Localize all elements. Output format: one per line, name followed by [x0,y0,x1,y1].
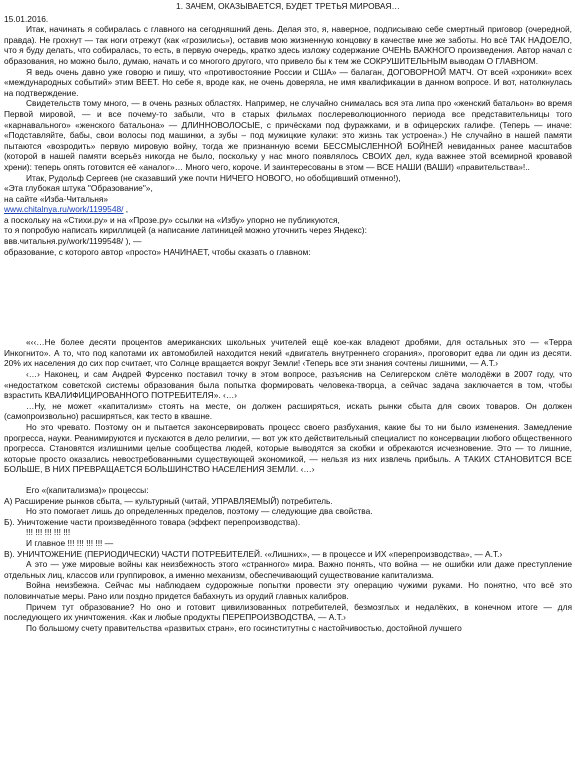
paragraph: а поскольку на «Стихи.ру» и на «Прозе.ру» ссылки на «Избу» упорно не публикуются, [4,214,340,225]
paragraph: то я попробую написать кириллицей (а написание латиницей можно уточнить через Яндекс): [4,225,367,236]
quote-paragraph: Его «(капитализма)» процессы: [26,484,149,495]
spacer [4,475,572,485]
quote-paragraph: !!! !!! !!! !!! !!! [26,527,71,538]
quote-paragraph: А это — уже мировые войны как неизбежность этого «странного» мира. Важно понять, что война — не ошибки или даже преступление отдельных лиц, классов или группировок, а именно механизм, обеспечивающий существование капитализма. [4,559,572,580]
paragraph: «Эта глубокая штука "Образование"», [4,183,153,194]
document-title: 1. ЗАЧЕМ, ОКАЗЫВАЕТСЯ, БУДЕТ ТРЕТЬЯ МИРОВАЯ… [176,1,400,11]
paragraph: Итак, начинать я собиралась с главного на сегодняшний день. Делая это, я, наверное, подписываю себе смертный приговор (очередной, правда). Не грохнут — так ноги отрежут (как «грозились»), оставив мою жизненную концовку в качестве мне же заботы. Но всё ТАК НАДОЕЛО, что я буду делать, что собиралась, то есть, в первую очередь, кратко здесь изложу содержание ОЧЕНЬ ВАЖНОГО произведения. Автор начал с образования, но можно было, думаю, начать и со многого другого, что привело бы к тем же СОКРУШИТЕЛЬНЫМ выводам О ГЛАВНОМ. [4,24,572,66]
document-page [4,0,572,769]
quote-paragraph: По большому счету правительства «развитых стран», его госинститутны с настойчивостью, достойной лучшего [26,622,462,633]
paragraph: ввв.читальня.ру/work/1199548/ ), — [4,236,142,247]
quote-paragraph: В). УНИЧТОЖЕНИЕ (ПЕРИОДИЧЕСКИ) ЧАСТИ ПОТРЕБИТЕЛЕЙ. ‹«Лишних», — в процессе и ИХ «перепроизводства», — А.Т.› [4,548,503,559]
date: 15.01.2016. [4,13,49,24]
paragraph: на сайте «Изба-Читальня» [4,193,109,204]
quote-paragraph: И главное !!! !!! !!! !!! — [26,537,114,548]
paragraph: образование, с которого автор «просто» НАЧИНАЕТ, чтобы сказать о главном: [4,246,311,257]
quote-paragraph: …Ну, не может «капитализм» стоять на месте, он должен расширяться, искать рынки сбыта для своих товаров. Он должен (самопроизвольно) расширяться, как тесто в квашне. [4,400,572,422]
quote-paragraph: Война неизбежна. Сейчас мы наблюдаем судорожные попытки провести эту операцию чужими руками. Но понятно, что всё это половинчатые меры. Рано или поздно придется бабахнуть из орудий главных калибров. [4,580,572,601]
spacer [4,257,572,337]
paragraph: Итак, Рудольф Сергеев (не сказавший уже почти НИЧЕГО НОВОГО, но обобщивший отменно!), [26,172,401,183]
quote-paragraph: А) Расширение рынков сбыта, — культурный (читай, УПРАВЛЯЕМЫЙ) потребитель. [4,495,333,506]
quote-paragraph: Но это помогает лишь до определенных пределов, поэтому — следующие два свойства. [26,506,373,517]
link-line [4,204,572,215]
quote-paragraph: Причем тут образование? Но оно и готовит цивилизованных потребителей, безмозглых и недалёких, в конечном итоге — для последующего их уничтожения. ‹Как и любые продукты ПЕРЕПРОИЗВОДСТВА, — А.Т.› [4,601,572,623]
paragraph: Свидетельств тому много, — в очень разных областях. Например, не случайно снималась вся эта липа про «женский батальон» во время Первой мировой, — и все почему-то забыли, что в старых фильмах послереволюционного периода все представительницы того «карнавального» «женского батальона» — ДЛИННОВОЛОСЫЕ, с причёсками под фуражками, и в офицерских галифе. (Теперь — иначе: «Подставляйте, бабы, свои волосы под машинки, а зубы – под мужицкие кулаки: это жизнь так устроена».) Не случайно в нашей памяти пытаются «возродить» первую мировую войну, тогда же признанную всеми БЕССМЫСЛЕННОЙ БОЙНЕЙ невиданных ранее масштабов (которой в нашей памяти всерьёз никогда не было, поскольку у нас много появлялось СВОИХ дел, куда важнее этой всемирной кровавой хрени): теперь опять готовится её «аналог»… Много чего, короче. И заинтересованы в этом — ВСЕ НАШИ (ВАШИ) «правительства»!.. [4,98,572,172]
quote-paragraph: ‹…› Наконец, и сам Андрей Фурсенко поставил точку в этом вопросе, разъяснив на Селигерском слёте молодёжи в 2007 году, что «недостатком советской системы образования была попытка формировать человека-творца, а сейчас задача заключается в том, чтобы взрастить КВАЛИФИЦИРОВАННОГО ПОТРЕБИТЕЛЯ». ‹…› [4,369,572,401]
quote-paragraph: «‹‹…Не более десяти процентов американских школьных учителей ещё кое-как владеют дробями, для остальных это — «Терра Инкогнито». А то, что под капотами их автомобилей находится некий «двигатель внутреннего сгорания», проговорит едва ли один из десяти. 20% их населения до сих пор считает, что Солнце вращается вокруг Земли! ‹Теперь все эти знания сочтены лишними, — А.Т.› [4,337,572,369]
paragraph: Я ведь очень давно уже говорю и пишу, что «противостояние России и США» — балаган, ДОГОВОРНОЙ МАТЧ. От всей «хроники» всех «международных событий» этим ВЕЕТ. Но себе я, вроде как, не очень доверяла, не имя квалификации в данном вопросе. И вот, натолкнулась на подтверждение. [4,66,572,98]
link-suffix: , [123,204,129,215]
quote-paragraph: Но это чревато. Поэтому он и пытается законсервировать процесс своего разбухания, какие бы то ни было изменения. Замедление прогресса, науки. Реанимируются и пускаются в дело религии, — вот уж кто действительный специалист по консервации любого общественного прогресса. Становятся излишними целые сообщества людей, которые выводятся за скобки и обрекаются исчезновение. Это — то лишние, которые просто оказались невостребованными существующей экономикой, — нельзя из них извлечь прибыль. А ТАКИХ СТАНОВИТСЯ ВСЕ БОЛЬШЕ, В НИХ ПРЕВРАЩАЕТСЯ БОЛЬШИНСТВО НАСЕЛЕНИЯ ЗЕМЛИ. ‹…› [4,422,572,475]
source-link[interactable]: www.chitalnya.ru/work/1199548/ [4,204,124,215]
quote-paragraph: Б). Уничтожение части произведённого товара (эффект перепроизводства). [4,516,301,527]
